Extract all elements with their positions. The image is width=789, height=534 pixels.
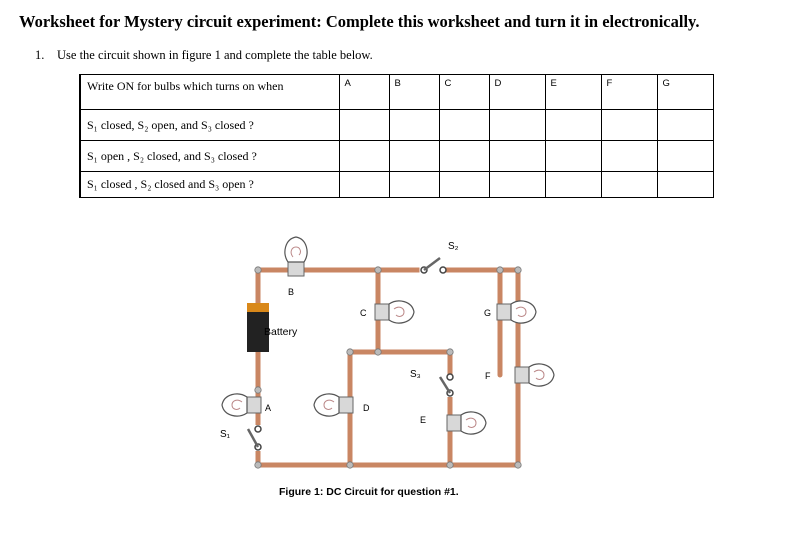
- bulb-f-icon: [515, 364, 554, 386]
- row-label: S₁ open , S₂ closed, and S₃ closed ?: [80, 141, 339, 172]
- bulb-g-icon: [497, 301, 536, 323]
- question-text: Use the circuit shown in figure 1 and complete the table below.: [57, 48, 373, 62]
- answer-cell[interactable]: [389, 110, 439, 141]
- answer-cell[interactable]: [339, 172, 389, 198]
- bulb-label-a: A: [265, 403, 272, 413]
- wire-nodes: [255, 267, 521, 468]
- answer-cell[interactable]: [657, 141, 713, 172]
- worksheet-title: Worksheet for Mystery circuit experiment: Complete this worksheet and turn it in electronically.: [19, 12, 700, 31]
- answer-cell[interactable]: [657, 172, 713, 198]
- bulb-b-icon: [285, 237, 307, 276]
- answer-cell[interactable]: [439, 172, 489, 198]
- answer-cell[interactable]: [439, 110, 489, 141]
- bulb-a-icon: [222, 394, 261, 416]
- table-row: [80, 172, 713, 198]
- answer-cell[interactable]: [489, 110, 545, 141]
- bulb-header-a: A: [339, 75, 389, 110]
- bulb-label-c: C: [360, 308, 367, 318]
- row-label: S₁ closed , S₂ closed and S₃ open ?: [80, 172, 339, 198]
- question-number: 1.: [35, 48, 45, 62]
- bulb-header-e: E: [545, 75, 601, 110]
- bulb-label-d: D: [363, 403, 370, 413]
- answer-cell[interactable]: [545, 110, 601, 141]
- table-header-row: [80, 75, 713, 110]
- figure-caption: Figure 1: DC Circuit for question #1.: [279, 486, 459, 498]
- header-label: Write ON for bulbs which turns on when: [80, 75, 339, 110]
- answer-cell[interactable]: [389, 172, 439, 198]
- wires: [258, 270, 518, 465]
- switch-s2-icon: [420, 258, 446, 273]
- answer-cell[interactable]: [439, 141, 489, 172]
- table-row: [80, 141, 713, 172]
- bulb-header-f: F: [601, 75, 657, 110]
- circuit-diagram: [200, 225, 560, 485]
- switch-s3-icon: [440, 374, 454, 397]
- bulb-d-icon: [314, 394, 353, 416]
- bulb-label-b: B: [288, 287, 295, 297]
- bulb-e-icon: [447, 412, 486, 434]
- bulb-header-g: G: [657, 75, 713, 110]
- switch-label-s1: S₁: [220, 429, 231, 440]
- bulb-c-icon: [375, 301, 414, 323]
- answer-cell[interactable]: [657, 110, 713, 141]
- bulb-label-e: E: [420, 415, 427, 425]
- answer-cell[interactable]: [545, 172, 601, 198]
- bulb-label-g: G: [484, 308, 492, 318]
- bulb-header-d: D: [489, 75, 545, 110]
- answer-cell[interactable]: [489, 172, 545, 198]
- answer-cell[interactable]: [601, 141, 657, 172]
- switch-label-s2: S₂: [448, 241, 459, 252]
- row-label: S₁ closed, S₂ open, and S₃ closed ?: [80, 110, 339, 141]
- switch-s1-icon: [248, 425, 262, 451]
- answer-cell[interactable]: [545, 141, 601, 172]
- battery-label: Battery: [264, 326, 298, 338]
- answer-cell[interactable]: [339, 110, 389, 141]
- switch-label-s3: S₃: [410, 369, 421, 380]
- bulb-label-f: F: [485, 371, 491, 381]
- question-1: [35, 48, 373, 63]
- results-table: [79, 74, 714, 198]
- table-row: [80, 110, 713, 141]
- bulb-header-c: C: [439, 75, 489, 110]
- answer-cell[interactable]: [489, 141, 545, 172]
- answer-cell[interactable]: [601, 110, 657, 141]
- answer-cell[interactable]: [601, 172, 657, 198]
- answer-cell[interactable]: [389, 141, 439, 172]
- answer-cell[interactable]: [339, 141, 389, 172]
- bulb-header-b: B: [389, 75, 439, 110]
